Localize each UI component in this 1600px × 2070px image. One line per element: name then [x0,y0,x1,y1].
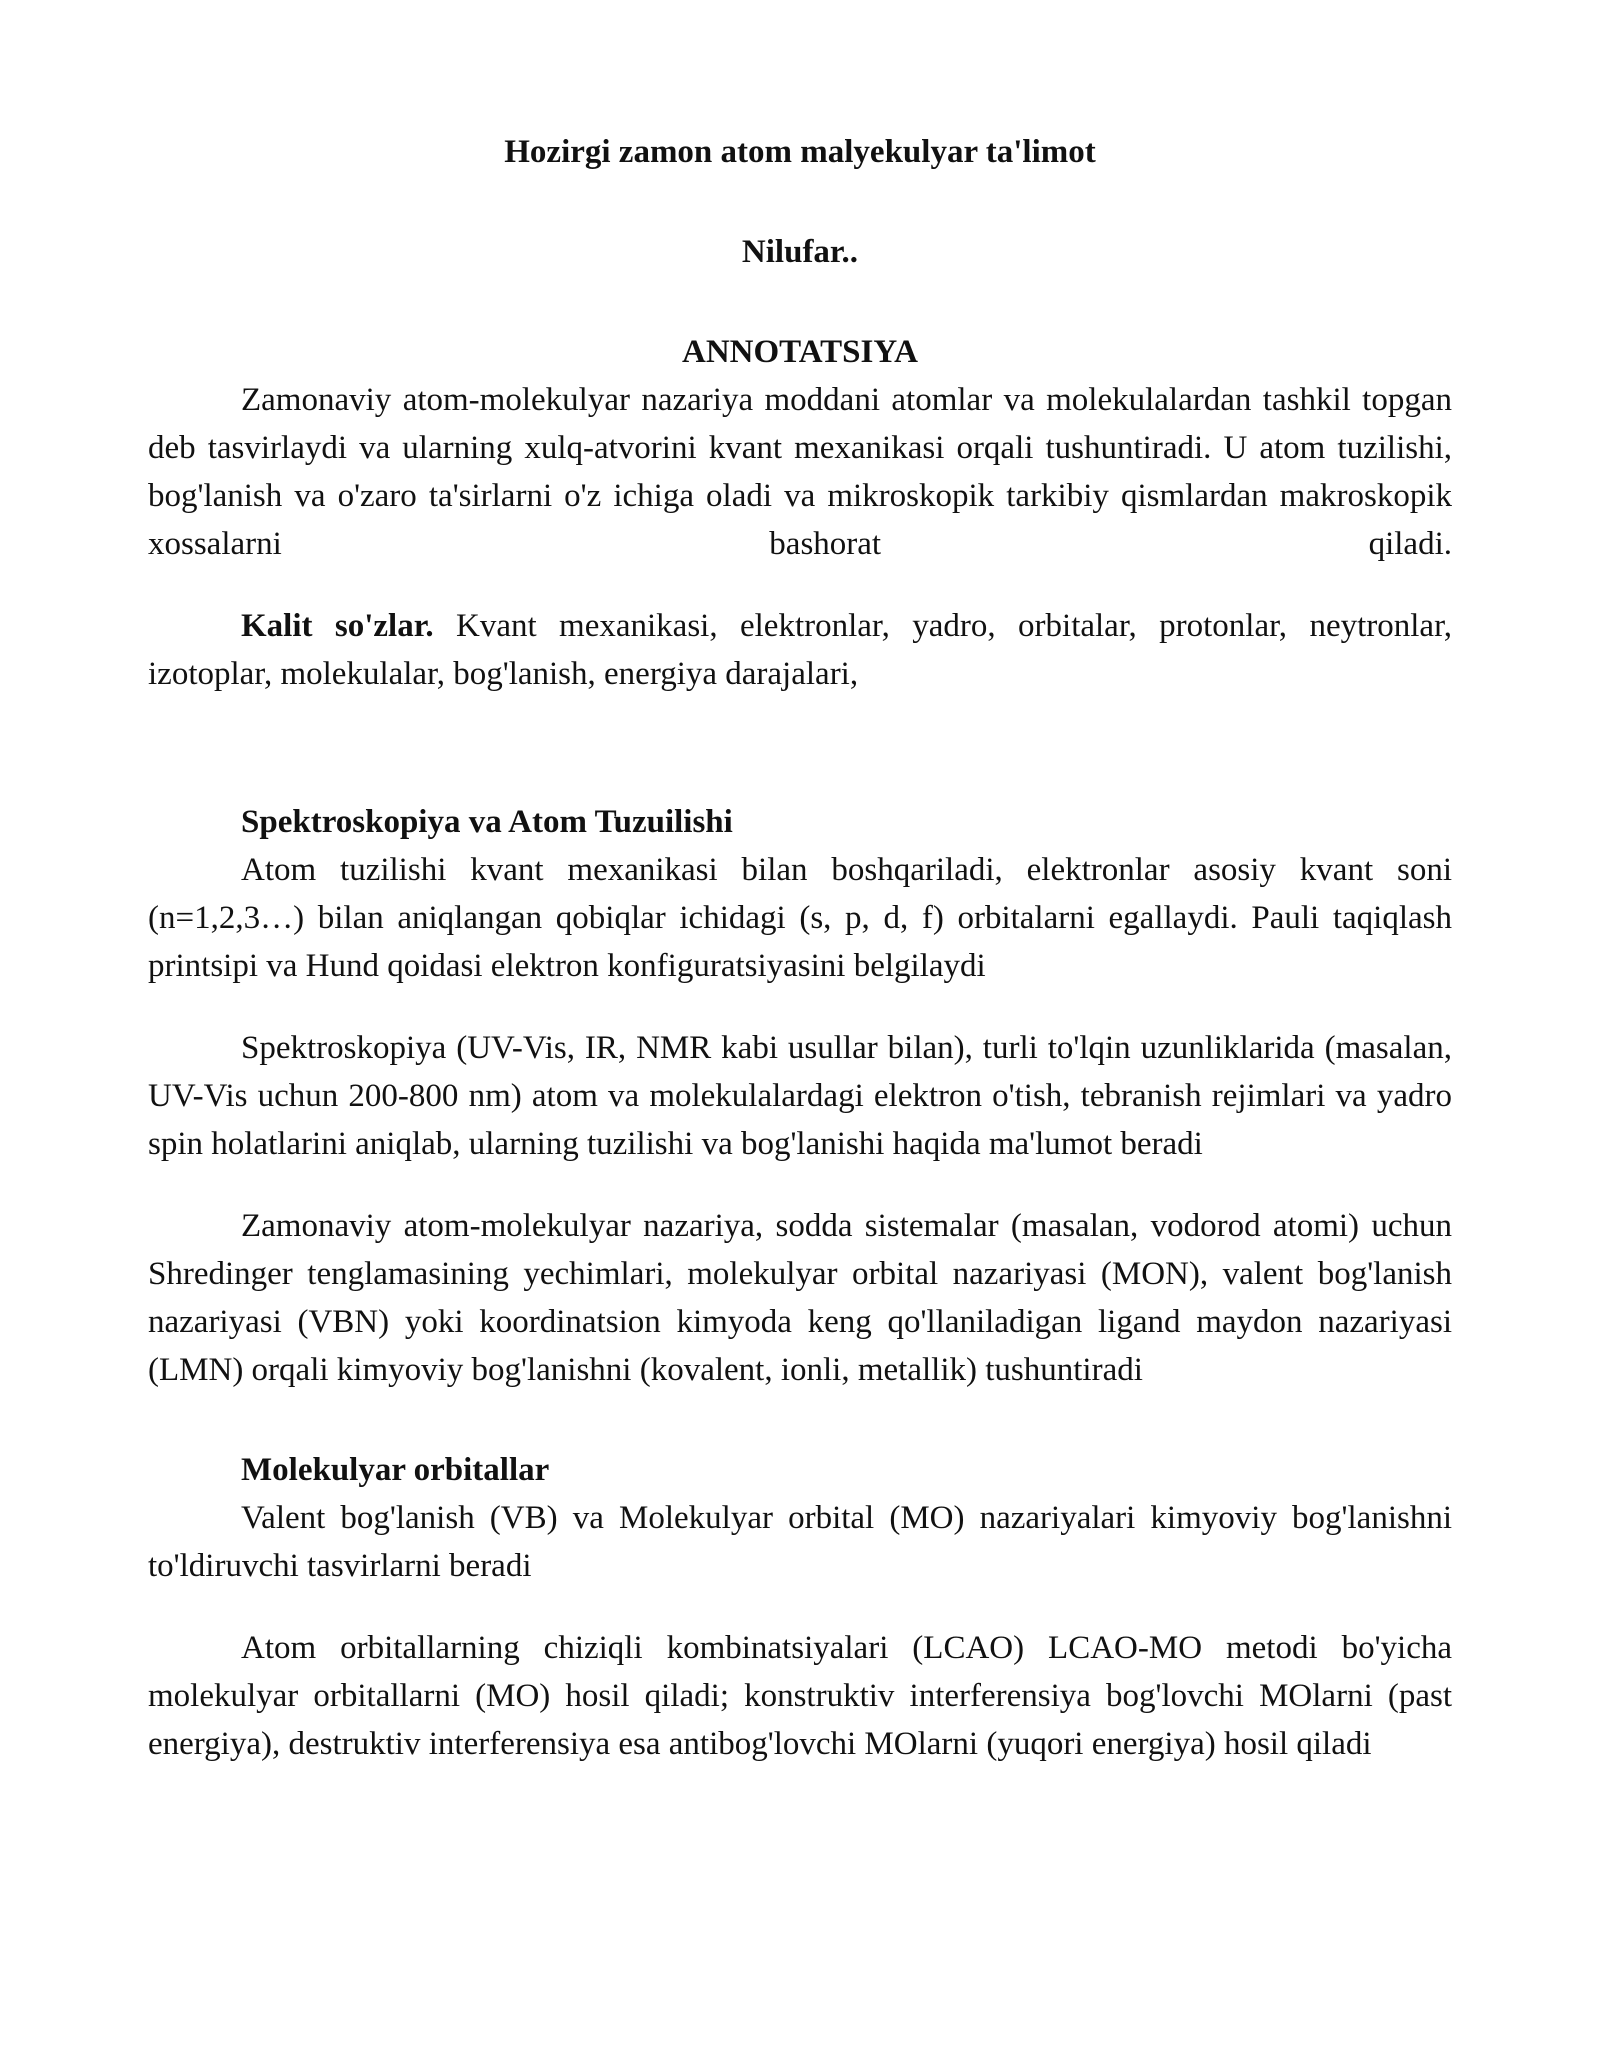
spacer [148,990,1452,1024]
spacer [148,698,1452,798]
keywords-text: Kvant mexanikasi, elektronlar, yadro, orbitalar, protonlar, neytronlar, izotoplar, molekulalar, bog'lanish, energiya darajalari, [148,608,1452,692]
spacer [148,568,1452,602]
section2-paragraph: Valent bog'lanish (VB) va Molekulyar orbital (MO) nazariyalari kimyoviy bog'lanishni to'ldiruvchi tasvirlarni beradi [148,1500,1452,1584]
section1-paragraph: Spektroskopiya (UV-Vis, IR, NMR kabi usullar bilan), turli to'lqin uzunliklarida (masalan, UV-Vis uchun 200-800 nm) atom va molekulalardagi elektron o'tish, tebranish rejimlari va yadro spin holatlarini aniqlab, ularning tuzilishi va bog'lanishi haqida ma'lumot beradi [148,1030,1452,1162]
spacer [148,1394,1452,1446]
author-name: Nilufar.. [741,234,859,270]
section-heading-molecular-orbitals: Molekulyar orbitallar [241,1452,550,1488]
keywords-label: Kalit so'zlar. [241,608,434,644]
section1-paragraph: Zamonaviy atom-molekulyar nazariya, sodda sistemalar (masalan, vodorod atomi) uchun Shredinger tenglamasining yechimlari, molekulyar orbital nazariyasi (MON), valent bog'lanish nazariyasi (VBN) yoki koordinatsion kimyoda keng qo'llaniladigan ligand maydon nazariyasi (LMN) orqali kimyoviy bog'lanishni (kovalent, ionli, metallik) tushuntiradi [148,1208,1452,1388]
section2-paragraph: Atom orbitallarning chiziqli kombinatsiyalari (LCAO) LCAO-MO metodi bo'yicha molekulyar orbitallarni (MO) hosil qiladi; konstruktiv interferensiya bog'lovchi MOlarni (past energiya), destruktiv interferensiya esa antibog'lovchi MOlarni (yuqori energiya) hosil qiladi [148,1630,1452,1762]
section1-paragraph: Atom tuzilishi kvant mexanikasi bilan boshqariladi, elektronlar asosiy kvant soni (n=1,2,3…) bilan aniqlangan qobiqlar ichidagi (s, p, d, f) orbitalarni egallaydi. Pauli taqiqlash printsipi va Hund qoidasi elektron konfiguratsiyasini belgilaydi [148,852,1452,984]
keywords-paragraph [148,602,1452,698]
document-page [148,128,1452,1768]
spacer [148,1168,1452,1202]
document-title: Hozirgi zamon atom malyekulyar ta'limot [504,134,1096,170]
annotation-text: Zamonaviy atom-molekulyar nazariya moddani atomlar va molekulalardan tashkil topgan deb tasvirlaydi va ularning xulq-atvorini kvant mexanikasi orqali tushuntiradi. U atom tuzilishi, bog'lanish va o'zaro ta'sirlarni o'z ichiga oladi va mikroskopik tarkibiy qismlardan makroskopik xossalarni bashorat qiladi. [148,382,1452,562]
spacer [148,1590,1452,1624]
section-heading-spectroscopy: Spektroskopiya va Atom Tuzuilishi [241,804,733,840]
annotation-heading: ANNOTATSIYA [682,334,918,370]
